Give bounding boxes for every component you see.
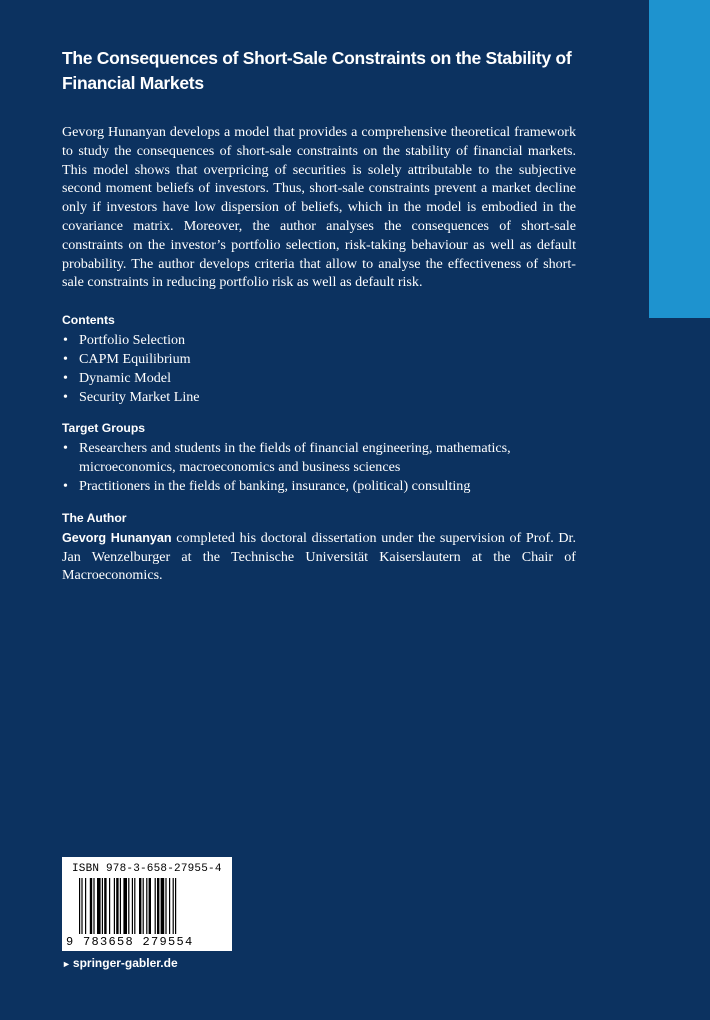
back-cover-content (62, 46, 576, 585)
contents-item: • CAPM Equilibrium (62, 350, 576, 369)
publisher-website[interactable] (62, 956, 178, 970)
barcode-bars (79, 878, 217, 934)
isbn-label: ISBN 978-3-658-27955-4 (72, 863, 222, 875)
contents-heading: Contents (62, 313, 115, 328)
target-group-item: • Practitioners in the fields of banking, insurance, (political) consulting (62, 477, 576, 496)
contents-item: • Security Market Line (62, 388, 576, 407)
barcode-digits: 9 783658 279554 (66, 935, 194, 949)
triangle-right-icon: ► (62, 959, 71, 969)
target-groups-heading: Target Groups (62, 421, 146, 436)
target-group-item: • Researchers and students in the fields of financial engineering, mathematics, microeconomics, macroeconomics and business sciences (62, 439, 576, 477)
author-name: Gevorg Hunanyan (62, 530, 172, 545)
author-bio (62, 529, 576, 585)
contents-list (62, 331, 576, 406)
contents-item: • Portfolio Selection (62, 331, 576, 350)
book-title: The Consequences of Short-Sale Constraints on the Stability of Financial Markets (62, 48, 572, 93)
author-heading: The Author (62, 510, 127, 525)
abstract: Gevorg Hunanyan develops a model that provides a comprehensive theoretical framework to study the consequences of short-sale constraints on the stability of financial markets. This model shows that overpricing of securities is solely attributable to the subjective second moment beliefs of investors. Thus, short-sale constraints prevent a market decline only if investors have low dispersion of beliefs, which in the model is embodied in the covariance matrix. Moreover, the author analyses the consequences of short-sale constraints on the investor’s portfolio selection, risk-taking behaviour as well as default probability. The author develops criteria that allow to analyse the effectiveness of short-sale constraints in reducing portfolio risk as well as default risk. (62, 124, 576, 291)
author-bio-text: completed his doctoral dissertation under the supervision of Prof. Dr. Jan Wenzelburger at the Technische Universität Kaiserslautern at the Chair of Macroeconomics. (62, 529, 576, 584)
contents-item: • Dynamic Model (62, 369, 576, 388)
website-url: springer-gabler.de (72, 956, 178, 970)
isbn-barcode (62, 857, 232, 951)
target-groups-list (62, 439, 576, 495)
accent-bar (649, 0, 710, 318)
